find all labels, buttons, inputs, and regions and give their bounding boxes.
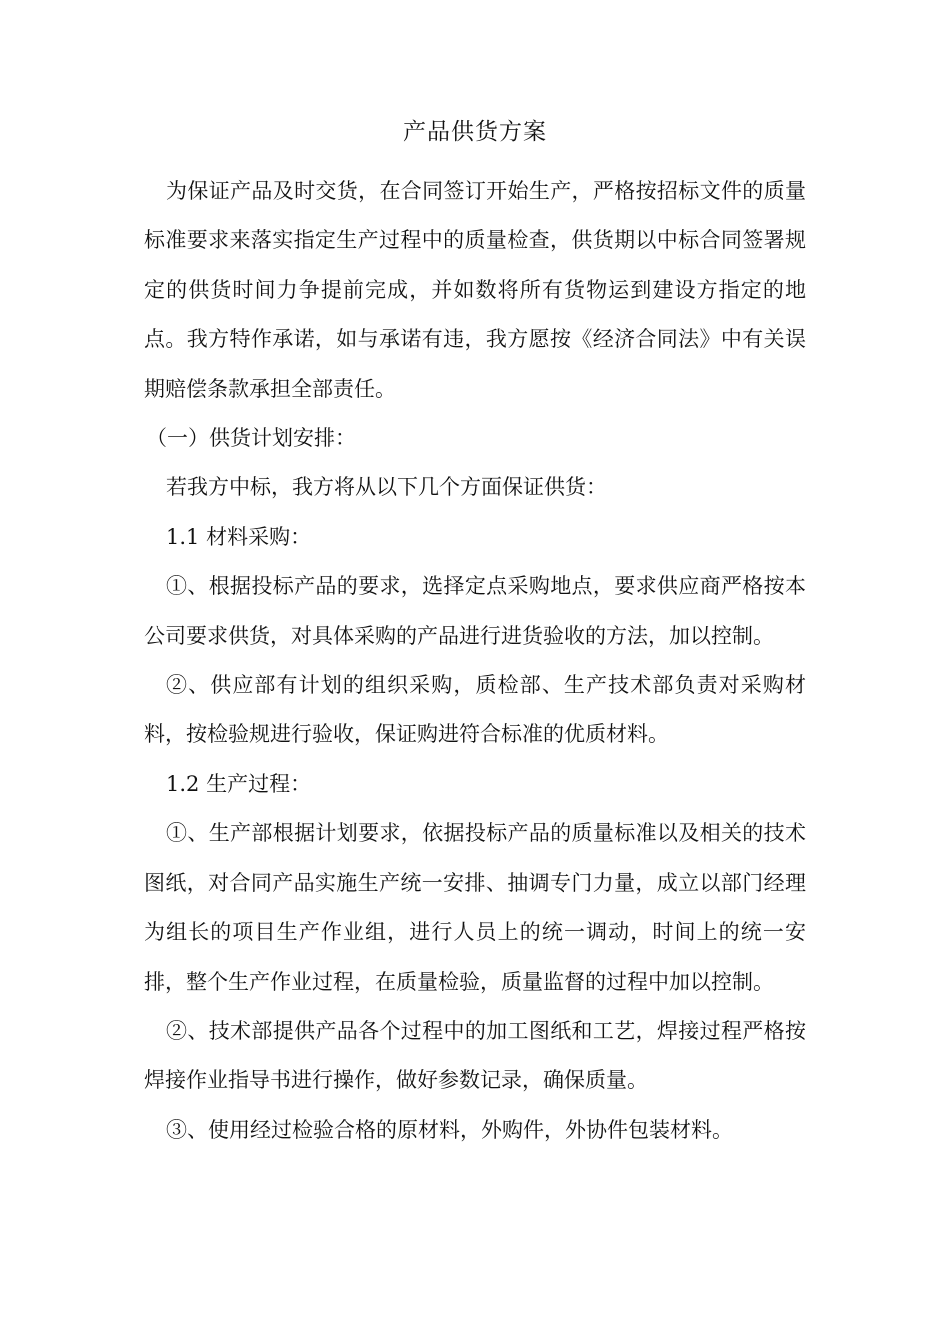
paragraph-purchase-item-2: ②、供应部有计划的组织采购，质检部、生产技术部负责对采购材料，按检验规进行验收，保证购进符合标准的优质材料。 <box>144 673 806 747</box>
paragraph-production-item-3: ③、使用经过检验合格的原材料，外购件，外协件包装材料。 <box>166 1117 733 1142</box>
paragraph-purchase-item-1: ①、根据投标产品的要求，选择定点采购地点，要求供应商严格按本公司要求供货，对具体采购的产品进行进货验收的方法，加以控制。 <box>144 574 806 648</box>
paragraph-production-item-2: ②、技术部提供产品各个过程中的加工图纸和工艺，焊接过程严格按焊接作业指导书进行操作，做好参数记录，确保质量。 <box>144 1018 806 1093</box>
paragraph-production-item-1: ①、生产部根据计划要求，依据投标产品的质量标准以及相关的技术图纸，对合同产品实施生产统一安排、抽调专门力量，成立以部门经理为组长的项目生产作业组，进行人员上的统一调动，时间上的统一安排，整个生产作业过程，在质量检验，质量监督的过程中加以控制。 <box>144 821 806 994</box>
section-heading-supply-plan: （一）供货计划安排： <box>146 426 356 451</box>
document-title: 产品供货方案 <box>403 119 547 145</box>
subheading-production-process: 1.2 生产过程： <box>166 771 312 796</box>
paragraph-intro: 为保证产品及时交货，在合同签订开始生产，严格按招标文件的质量标准要求来落实指定生产过程中的质量检查，供货期以中标合同签署规定的供货时间力争提前完成，并如数将所有货物运到建设方指定的地点。我方特作承诺，如与承诺有违，我方愿按《经济合同法》中有关误期赔偿条款承担全部责任。 <box>144 179 806 401</box>
subheading-material-purchase: 1.1 材料采购： <box>166 524 312 549</box>
document-body <box>144 167 806 1155</box>
paragraph-supply-guarantee: 若我方中标，我方将从以下几个方面保证供货： <box>166 475 607 500</box>
